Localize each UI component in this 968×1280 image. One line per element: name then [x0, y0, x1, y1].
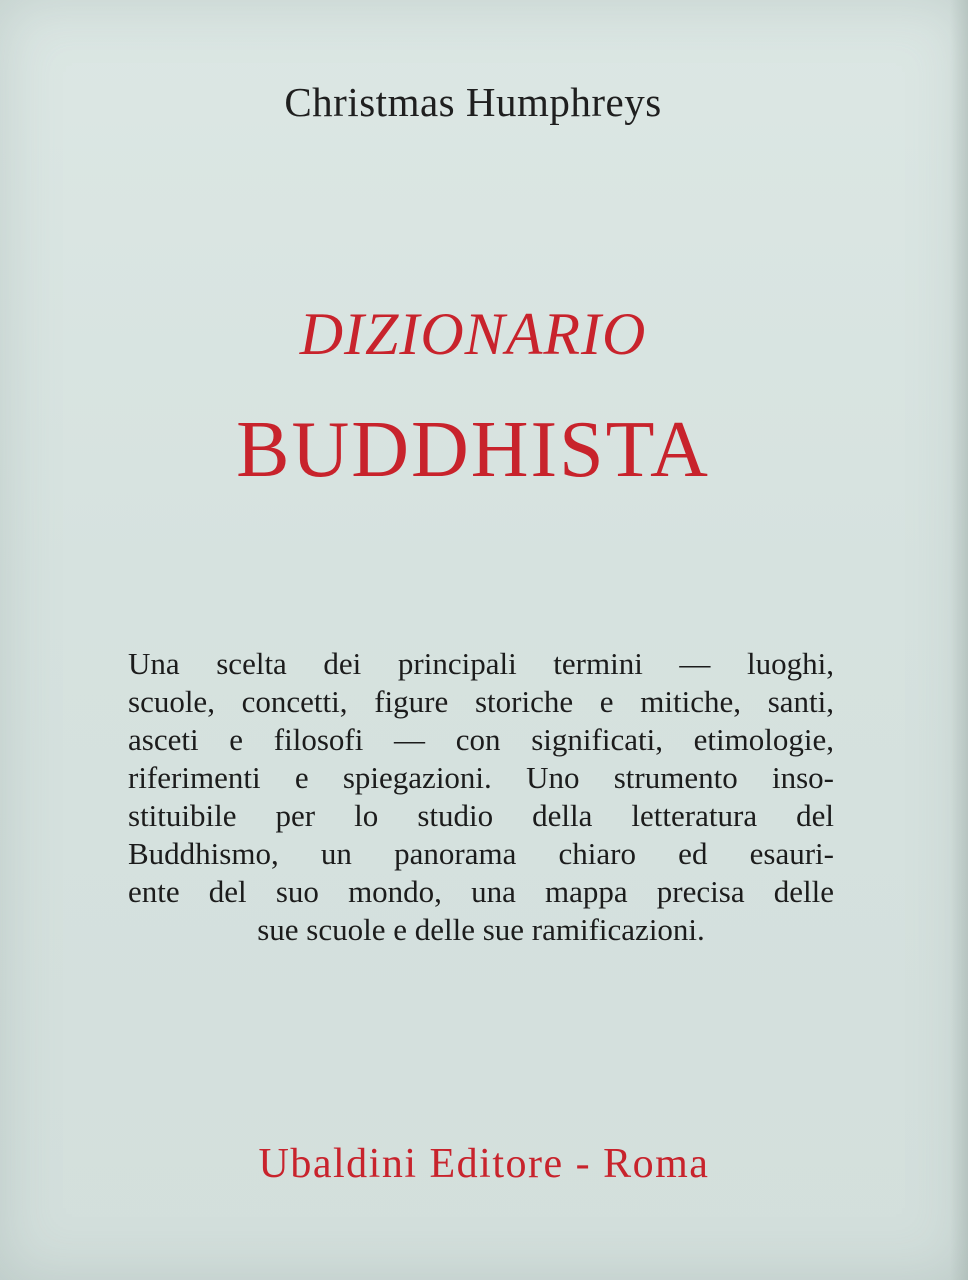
blurb-line: riferimenti e spiegazioni. Uno strumento inso- [128, 760, 834, 795]
blurb-line: asceti e filosofi — con significati, etimologie, [128, 722, 834, 757]
author-name: Christmas Humphreys [284, 79, 662, 125]
blurb-line: scuole, concetti, figure storiche e mitiche, santi, [128, 684, 834, 719]
publisher-imprint: Ubaldini Editore - Roma [258, 1141, 710, 1187]
blurb-line: stituibile per lo studio della letteratura del [128, 798, 834, 833]
title-dizionario: DIZIONARIO [299, 301, 647, 367]
blurb-line: Buddhismo, un panorama chiaro ed esauri- [128, 836, 834, 871]
blurb-line: ente del suo mondo, una mappa precisa delle [128, 874, 834, 909]
blurb-line: sue scuole e delle sue ramificazioni. [257, 912, 705, 947]
blurb-line: Una scelta dei principali termini — luoghi, [128, 646, 834, 681]
title-buddhista: BUDDHISTA [236, 406, 710, 494]
cover-blurb [128, 645, 834, 949]
